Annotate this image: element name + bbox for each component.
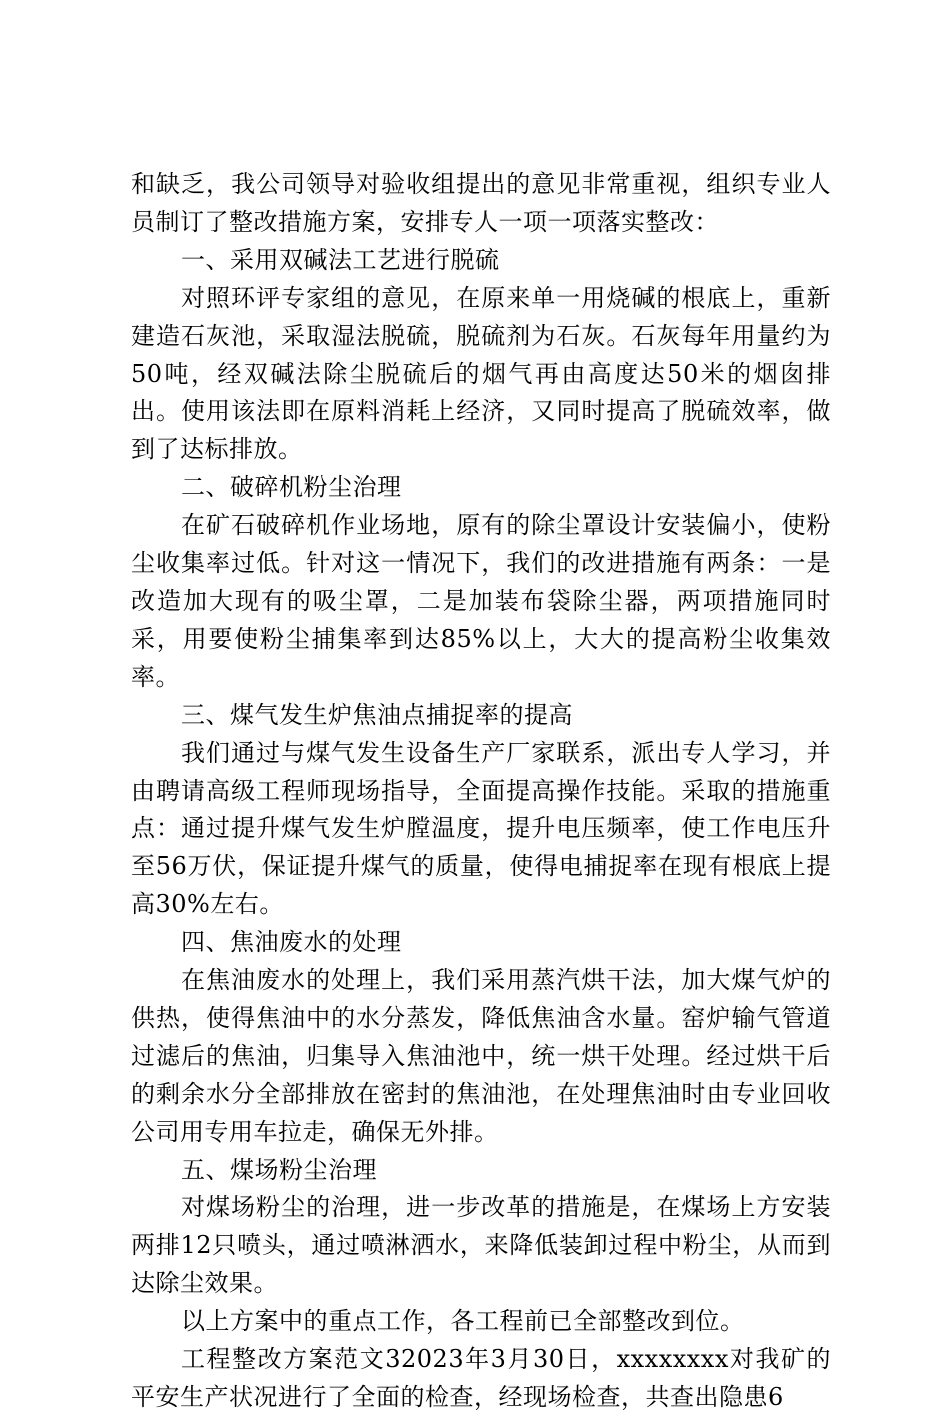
paragraph-continuation: 和缺乏，我公司领导对验收组提出的意见非常重视，组织专业人员制订了整改措施方案，安排专人一项一项落实整改： [131,170,831,236]
section-heading-1: 一、采用双碱法工艺进行脱硫 [181,245,500,274]
section-heading-5: 五、煤场粉尘治理 [181,1155,377,1184]
paragraph-coal-yard-dust: 对煤场粉尘的治理，进一步改革的措施是，在煤场上方安装两排12只喷头，通过喷淋洒水，来降低装卸过程中粉尘，从而到达除尘效果。 [131,1193,831,1298]
section-heading-3: 三、煤气发生炉焦油点捕捉率的提高 [181,700,573,729]
paragraph-next-document: 工程整改方案范文32023年3月30日，xxxxxxxx对我矿的平安生产状况进行了全面的检查，经现场检查，共查出隐患6 [131,1345,831,1411]
paragraph-desulfurization: 对照环评专家组的意见，在原来单一用烧碱的根底上，重新建造石灰池，采取湿法脱硫，脱硫剂为石灰。石灰每年用量约为50吨，经双碱法除尘脱硫后的烟气再由高度达50米的烟囱排出。使用该法即在原料消耗上经济，又同时提高了脱硫效率，做到了达标排放。 [131,283,831,464]
paragraph-summary: 以上方案中的重点工作，各工程前已全部整改到位。 [181,1307,745,1336]
section-heading-4: 四、焦油废水的处理 [181,928,402,957]
paragraph-tar-wastewater: 在焦油废水的处理上，我们采用蒸汽烘干法，加大煤气炉的供热，使得焦油中的水分蒸发，降低焦油含水量。窑炉输气管道过滤后的焦油，归集导入焦油池中，统一烘干处理。经过烘干后的剩余水分全部排放在密封的焦油池，在处理焦油时由专业回收公司用专用车拉走，确保无外排。 [131,966,831,1146]
paragraph-tar-capture: 我们通过与煤气发生设备生产厂家联系，派出专人学习，并由聘请高级工程师现场指导，全面提高操作技能。采取的措施重点：通过提升煤气发生炉膛温度，提升电压频率，使工作电压升至56万伏，保证提升煤气的质量，使得电捕捉率在现有根底上提高30%左右。 [131,738,831,919]
paragraph-crusher-dust: 在矿石破碎机作业场地，原有的除尘罩设计安装偏小，使粉尘收集率过低。针对这一情况下，我们的改进措施有两条：一是改造加大现有的吸尘罩，二是加装布袋除尘器，两项措施同时采，用要使粉尘捕集率到达85%以上，大大的提高粉尘收集效率。 [131,511,831,691]
document-body [131,166,831,1417]
section-heading-2: 二、破碎机粉尘治理 [181,473,402,502]
